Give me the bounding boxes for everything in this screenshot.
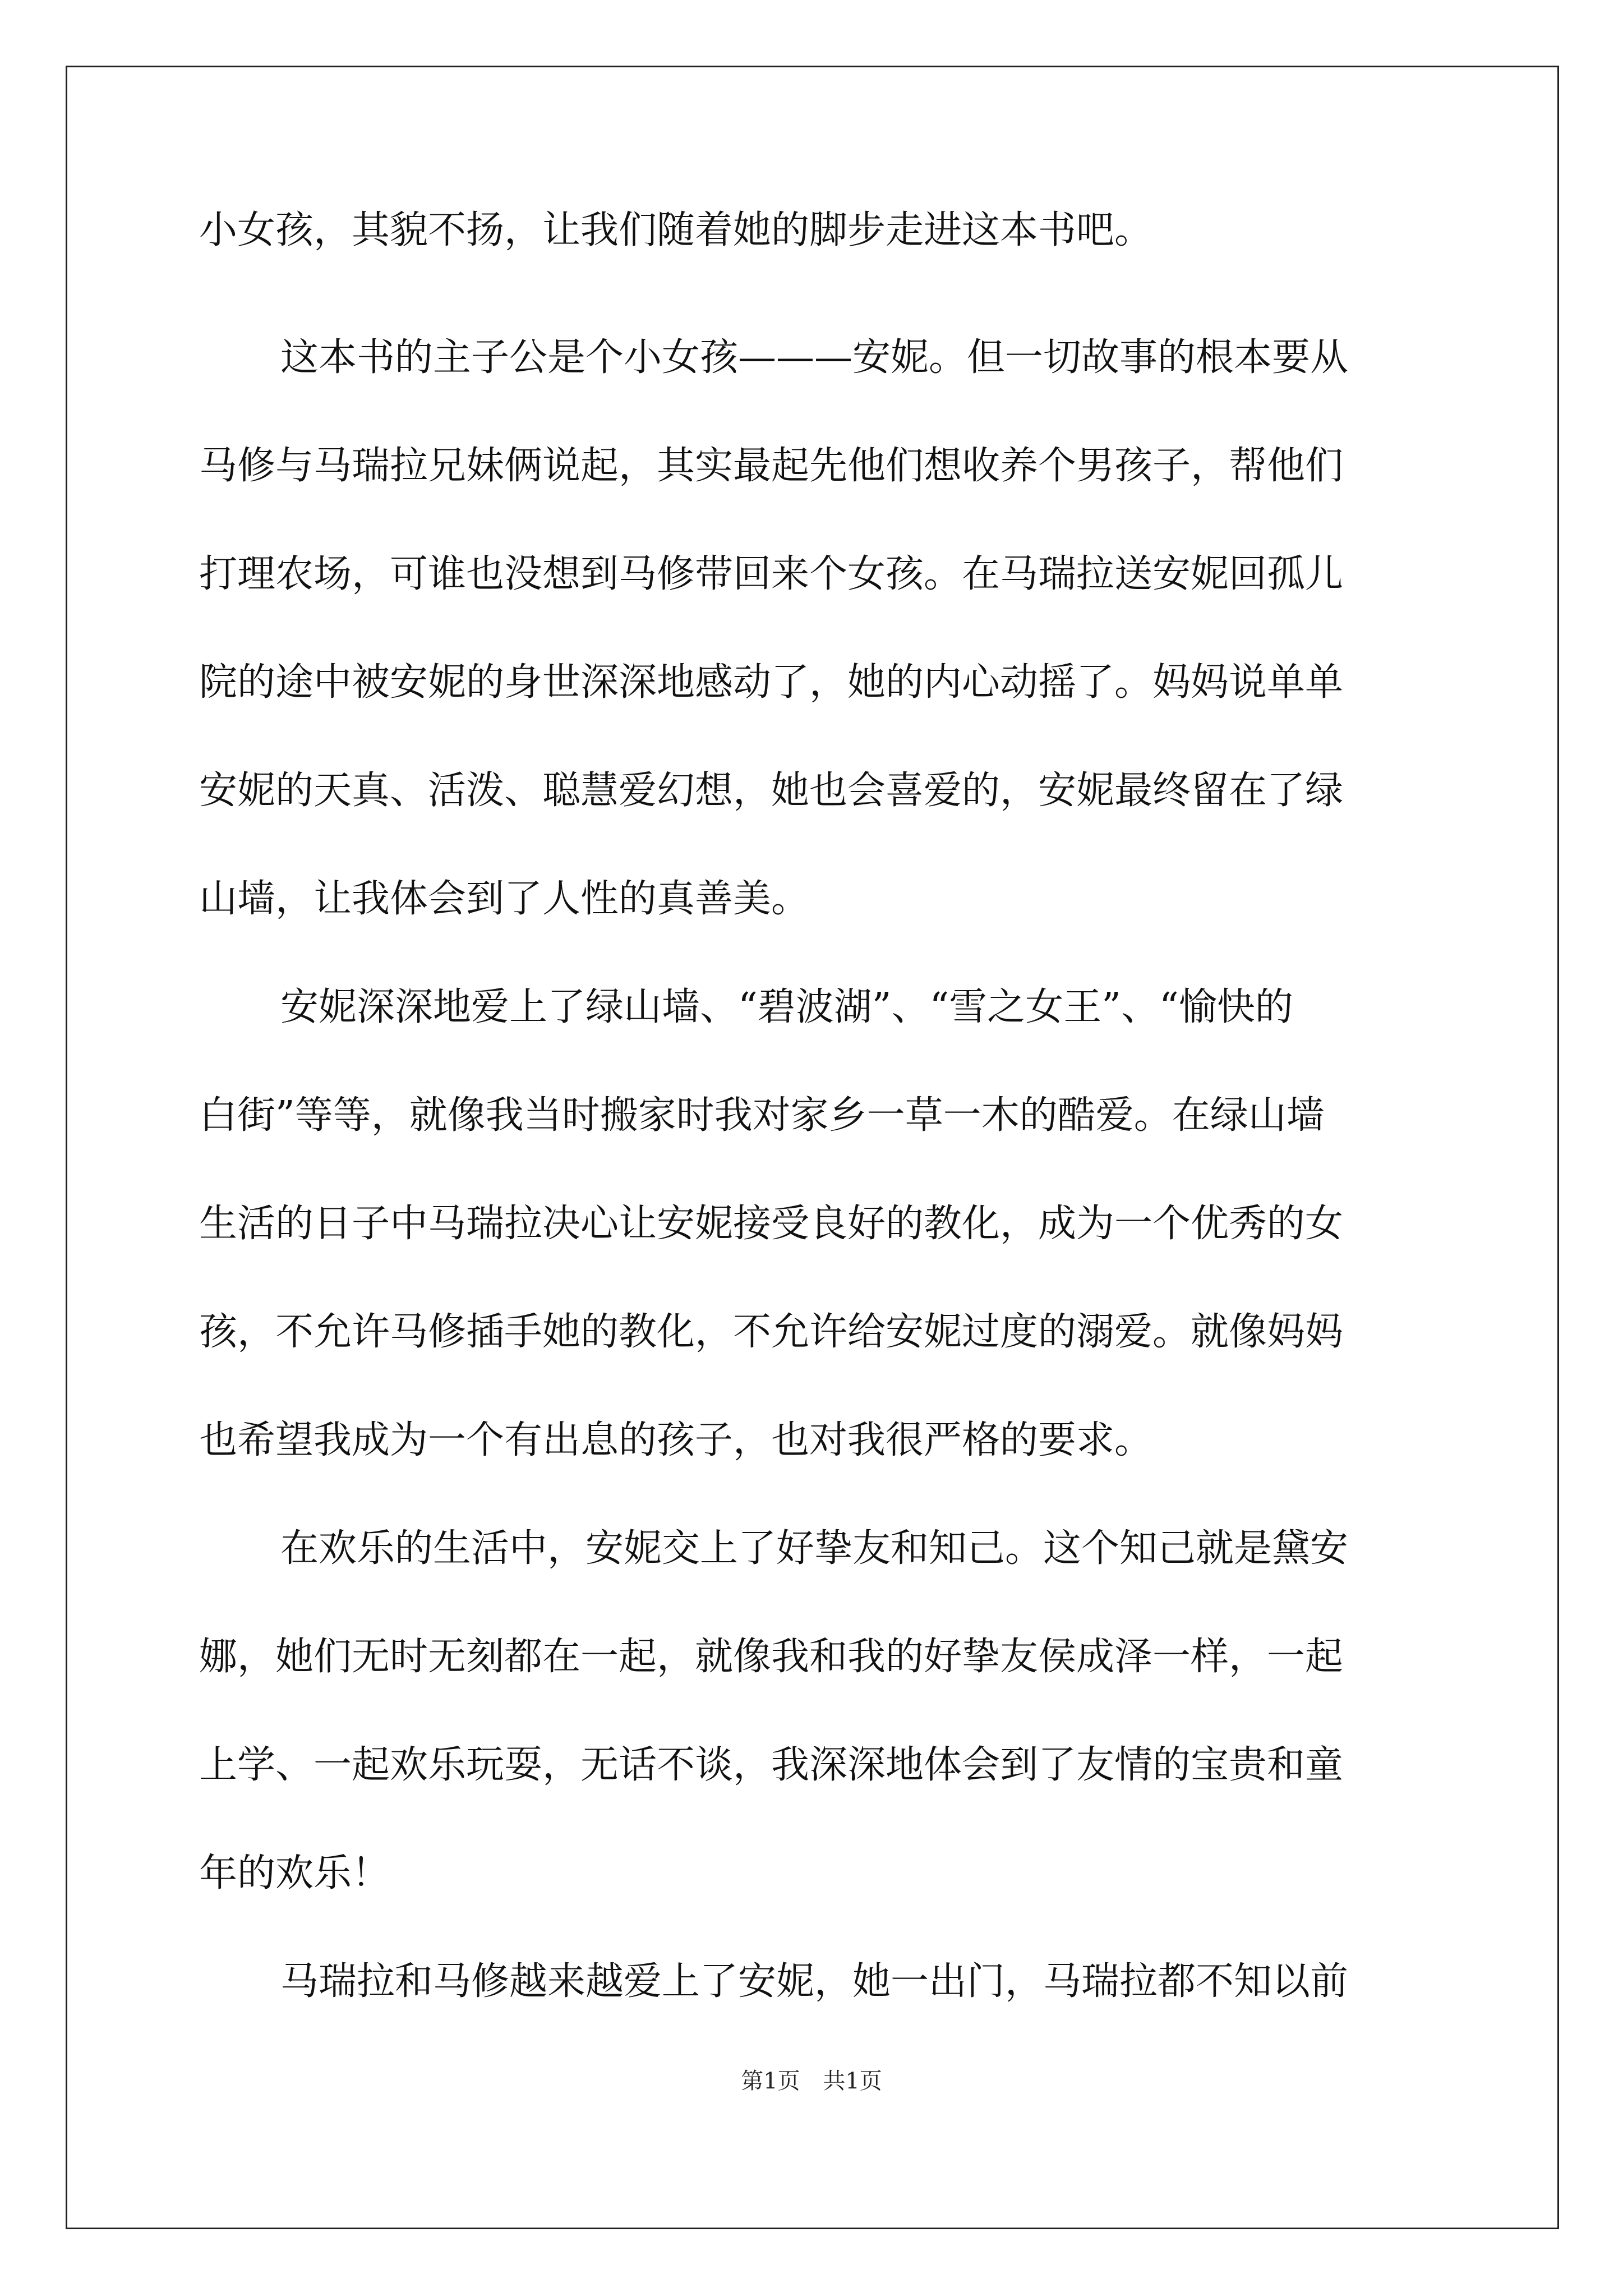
text-line: 院的途中被安妮的身世深深地感动了，她的内心动摇了。妈妈说单单	[199, 660, 1344, 705]
text-line: 安妮深深地爱上了绿山墙、“碧波湖”、“雪之女王”、“愉快的	[280, 985, 1293, 1029]
text-line: 打理农场，可谁也没想到马修带回来个女孩。在马瑞拉送安妮回孤儿	[199, 552, 1344, 596]
text-line: 马修与马瑞拉兄妹俩说起，其实最起先他们想收养个男孩子，帮他们	[199, 444, 1344, 488]
page-number: 第1页	[741, 2068, 800, 2094]
text-line: 山墙，让我体会到了人性的真善美。	[199, 877, 810, 921]
text-line: 孩，不允许马修插手她的教化，不允许给安妮过度的溺爱。就像妈妈	[199, 1310, 1344, 1354]
text-line: 小女孩，其貌不扬，让我们随着她的脚步走进这本书吧。	[199, 208, 1153, 252]
text-line: 上学、一起欢乐玩耍，无话不谈，我深深地体会到了友情的宝贵和童	[199, 1743, 1344, 1787]
text-line: 也希望我成为一个有出息的孩子，也对我很严格的要求。	[199, 1418, 1153, 1462]
text-line: 在欢乐的生活中，安妮交上了好挚友和知己。这个知己就是黛安	[280, 1526, 1349, 1571]
text-line: 年的欢乐！	[199, 1851, 390, 1895]
text-line: 娜，她们无时无刻都在一起，就像我和我的好挚友侯成泽一样，一起	[199, 1635, 1344, 1679]
text-line: 这本书的主子公是个小女孩———安妮。但一切故事的根本要从	[280, 335, 1349, 380]
page-total: 共1页	[823, 2068, 882, 2094]
text-line: 马瑞拉和马修越来越爱上了安妮，她一出门，马瑞拉都不知以前	[280, 1959, 1349, 2004]
text-line: 生活的日子中马瑞拉决心让安妮接受良好的教化，成为一个优秀的女	[199, 1202, 1344, 1246]
page-border	[66, 66, 1559, 2229]
page-footer	[0, 2064, 1623, 2098]
text-line: 安妮的天真、活泼、聪慧爱幻想，她也会喜爱的，安妮最终留在了绿	[199, 769, 1344, 813]
text-line: 白街”等等，就像我当时搬家时我对家乡一草一木的酷爱。在绿山墙	[199, 1093, 1325, 1138]
